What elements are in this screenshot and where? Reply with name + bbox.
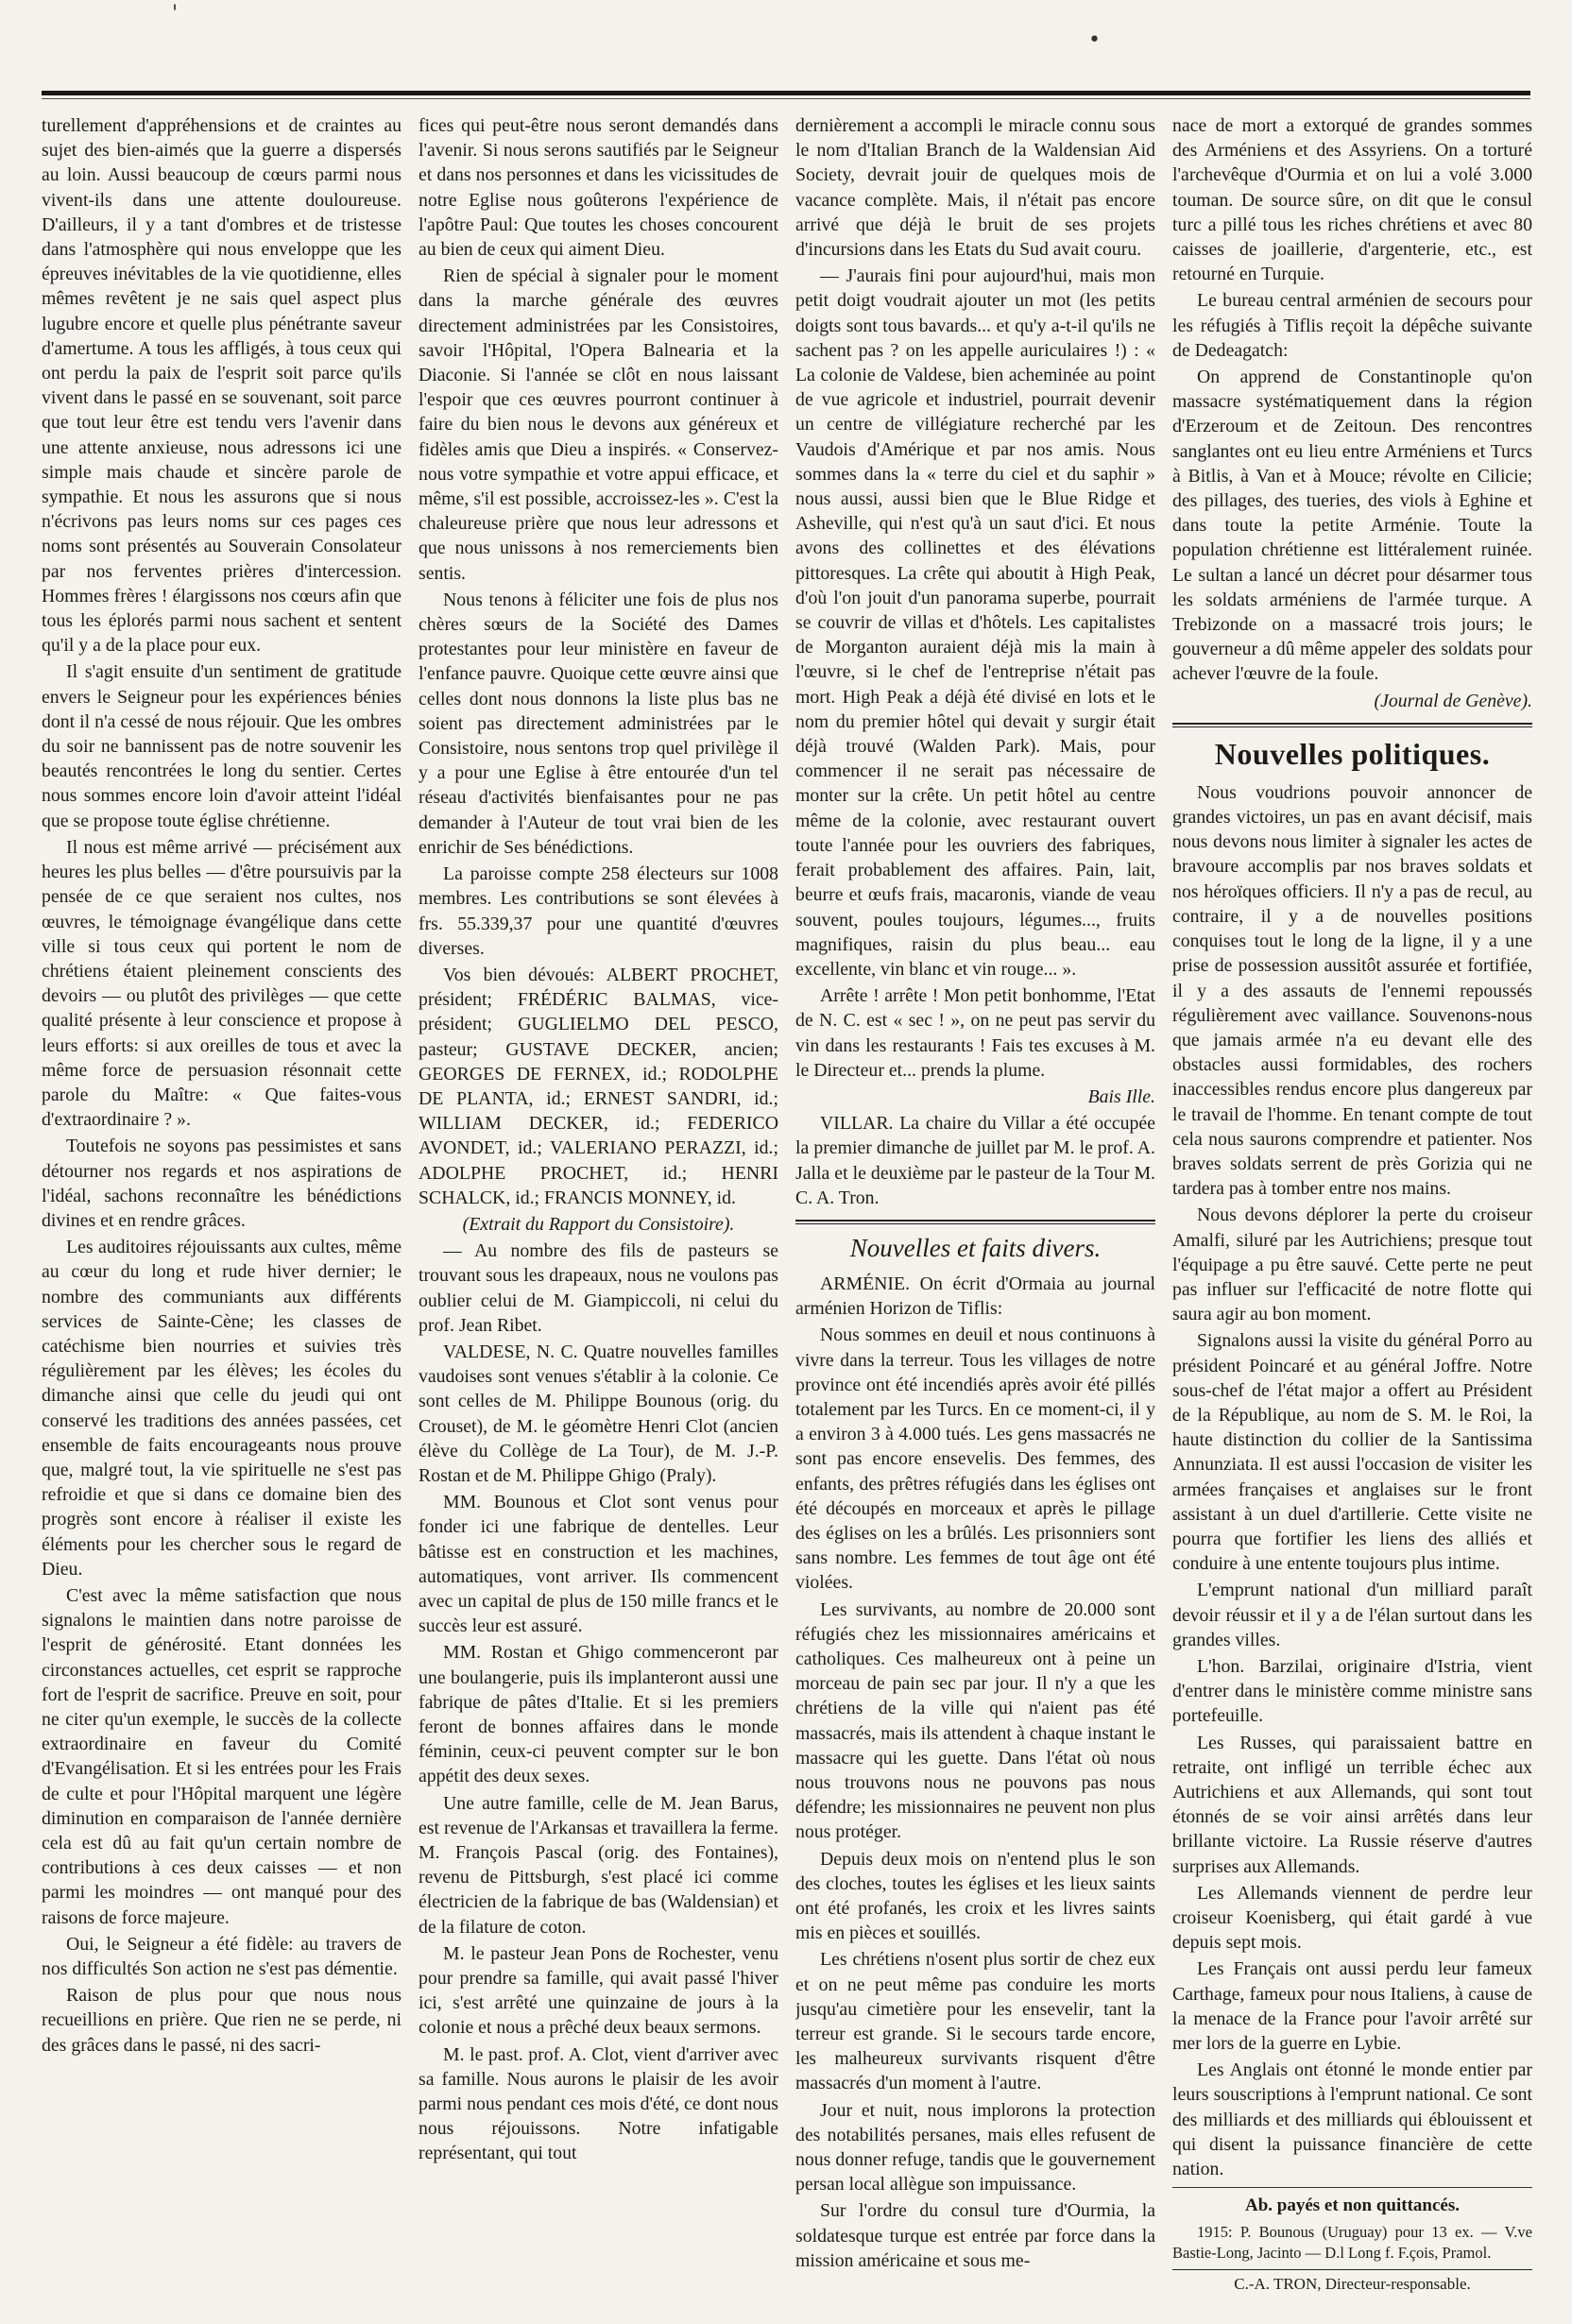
paragraph: Les Français ont aussi perdu leur fameux Carthage, fameux pour nous Italiens, à cause de la menace de la France pour l'avoir arrêté sur mer lors de la guerre en Lybie.	[1172, 1958, 1532, 2055]
source-note: (Journal de Genève).	[1374, 690, 1532, 711]
paragraph: turellement d'appréhensions et de craintes au sujet des bien-aimés que la guerre a dispersés au loin. Aussi beaucoup de cœurs parmi nous vivent-ils dans une attente douloureuse. D'ailleurs, il y a tant d'ombres et de tristesse dans l'atmosphère qui nous enveloppe que les épreuves inévitables de la vie quotidienne, elles mêmes revêtent je ne sais quel aspect plus lugubre encore et quelle plus pénétrante saveur d'amertume. A tous les affligés, à tous ceux qui ont perdu la paix de l'esprit soit parce qu'ils vivent dans le passé en se souvenant, soit parce que tout leur être est tendu vers l'avenir dans une attente anxieuse, nous adressons ici une simple mais chaude et sincère parole de sympathie. Et nous les assurons que si nous n'écrivons pas leurs noms sur ces pages ces noms sont présentés au Souverain Consolateur par nos ferventes prières d'intercession. Hommes frères ! élargissons nos cœurs afin que tous les éplorés parmi nous sachent et sentent qu'il y a de la place pour eux.	[42, 115, 402, 657]
paragraph: Les Allemands viennent de perdre leur croiseur Koenisberg, qui était gardé à vue depuis sept mois.	[1172, 1882, 1532, 1954]
columns	[42, 113, 1534, 2296]
paragraph: Arrête ! arrête ! Mon petit bonhomme, l'Etat de N. C. est « sec ! », on ne peut pas servir du vin dans les restaurants ! Fais tes excuses à M. le Directeur et... prends la plume.	[795, 985, 1155, 1081]
paragraph: C'est avec la même satisfaction que nous signalons le maintien dans notre paroisse de l'esprit de générosité. Etant données les circonstances actuelles, cet esprit se rapproche fort de l'esprit de sacrifice. Preuve en soit, pour ne citer qu'un exemple, le succès de la collecte extraordinaire en faveur du Comité d'Evangélisation. Et si les entrées pour les Frais de culte et pour l'Hôpital marquent une légère diminution en comparaison de l'année dernière cela est dû au fait qu'un certain nombre de contributions à ces deux caisses — et non parmi les moindres — ont manqué pour des raisons de force majeure.	[42, 1584, 402, 1928]
section-heading-news: Nouvelles et faits divers.	[849, 1233, 1102, 1262]
paragraph: — J'aurais fini pour aujourd'hui, mais mon petit doigt voudrait ajouter un mot (les petits doigts sont tous bavards... et qu'y a-t-il qu'ils ne sachent pas ? on les appelle auriculaires !) : « La colonie de Valdese, bien acheminée au point de vue agricole et industriel, pourrait devenir un centre de villégiature recherché par les Vaudois d'Amérique et par nos amis. Nous sommes dans la « terre du ciel et du saphir » nous aussi, aussi bien que le Blue Ridge et Asheville, qui n'est qu'à un saut d'ici. Et nous avons des collinettes et des élévations pittoresques. La crête qui aboutit à High Peak, d'où l'on jouit d'un panorama superbe, pourrait se couvrir de villas et d'hôtels. Les capitalistes de Morganton auraient déjà mis la main à l'œuvre, si le chef de l'entreprise n'était pas mort. High Peak a déjà été divisé en lots et le nom du premier hôtel qui devait y surgir était déjà trouvé (Walden Park). Mais, pour commencer il ne serait pas nécessaire de monter sur la crête. Un petit hôtel au centre même de la colonie, avec restaurant ouvert toute l'année pour les ouvriers des fabriques, ferait probablement des affaires. Pain, lait, beurre et œufs frais, macaronis, viande de veau souvent, poules toujours, légumes..., fruits magnifiques, raisin du plus beau... eau excellente, vin blanc et vin rouge... ».	[795, 265, 1155, 980]
paragraph: Rien de spécial à signaler pour le moment dans la marche générale des œuvres directement administrées par les Consistoires, savoir l'Hôpital, l'Opera Balnearia et la Diaconie. Si l'année se clôt en nous laissant l'espoir que ces œuvres pourront continuer à faire du bien nous le devons aux généreux et fidèles amis que Dieu a inspirés. « Conservez-nous votre sympathie et votre appui efficace, et même, s'il est possible, accroissez-les ». C'est la chaleureuse prière que nous leur adressons et que nous unissons à nos remerciements bien sentis.	[419, 265, 778, 584]
paragraph: ARMÉNIE. On écrit d'Ormaia au journal arménien Horizon de Tiflis:	[795, 1273, 1155, 1320]
column-4	[1172, 113, 1532, 2296]
paragraph: L'hon. Barzilai, originaire d'Istria, vient d'entrer dans le ministère comme ministre sans portefeuille.	[1172, 1655, 1532, 1727]
margin-mark: '	[172, 2, 179, 26]
paragraph: Il s'agit ensuite d'un sentiment de gratitude envers le Seigneur pour les expériences bénies dont il n'a cessé de nous réjouir. Que les ombres du soir ne bannissent pas de notre souvenir les beautés rencontrées le long du sentier. Certes nous sommes encore loin d'avoir atteint l'idéal que se propose toute église chrétienne.	[42, 661, 402, 831]
paragraph: Les Anglais ont étonné le monde entier par leurs souscriptions à l'emprunt national. Ce sont des milliards et des milliards qui éblouissent et qui disent la puissance financière de cette nation.	[1172, 2059, 1532, 2180]
paragraph: VILLAR. La chaire du Villar a été occupée la premier dimanche de juillet par M. le prof. A. Jalla et le deuxième par le pasteur de la Tour M. C. A. Tron.	[795, 1113, 1155, 1208]
section-separator	[1172, 723, 1532, 727]
director-line: C.-A. TRON, Directeur-responsable.	[1172, 2269, 1532, 2295]
paragraph: fices qui peut-être nous seront demandés dans l'avenir. Si nous serons sautifiés par le Seigneur et dans nos personnes et dans les vicissitudes de notre Eglise nous goûterons l'expérience de l'apôtre Paul: Que toutes les choses concourent au bien de ceux qui aiment Dieu.	[419, 115, 778, 261]
paragraph: Oui, le Seigneur a été fidèle: au travers de nos difficultés Son action ne s'est pas démentie.	[42, 1933, 402, 1980]
paragraph: Les Russes, qui paraissaient battre en retraite, ont infligé un terrible échec aux Autrichiens et aux Allemands, qui sont tout étonnés de se voir ainsi arrêtés dans leur brillante victoire. La Russie réserve d'autres surprises aux Allemands.	[1172, 1732, 1532, 1877]
paragraph: Il nous est même arrivé — précisément aux heures les plus belles — d'être poursuivis par la pensée de ce que seraient nos cultes, nos œuvres, le témoignage évangélique dans cette ville si tous ceux qui portent le nom de chrétiens étaient pleinement conscients des devoirs — ou plutôt des privilèges — que cette qualité présente à leur conscience et propose à leurs efforts: si aux oreilles de tous et avec la même force de persuasion résonnait cette parole du Maître: « Que faites-vous d'extraordinaire ? ».	[42, 836, 402, 1131]
signature: Bais Ille.	[1087, 1085, 1155, 1107]
paragraph: Sur l'ordre du consul ture d'Ourmia, la soldatesque turque est entrée par force dans la mission américaine et sous me-	[795, 2200, 1155, 2271]
top-rule-thin	[42, 98, 1530, 99]
paragraph: Nous voudrions pouvoir annoncer de grandes victoires, un pas en avant décisif, mais nous devons nous limiter à signaler les actes de bravoure accomplis par nos braves soldats et nos héroïques officiers. Il n'y a pas de recul, au contraire, il y a de nouvelles positions conquises tout le long de la ligne, il y a une prise de possession aussitôt assurée et fortifiée, il y a des assauts de l'ennemi repoussés régulièrement avec vaillance. Souvenons-nous que jamais armée n'a eu devant elle des obstacles aussi formidables, des rochers inaccessibles rendus encore plus dangereux par le travail de l'homme. En tenant compte de tout cela nous saurons comprendre et patienter. Nos braves soldats serrent de près Gorizia qui ne tardera pas à tomber entre nos mains.	[1172, 781, 1532, 1200]
margin-mark: •	[1088, 28, 1101, 52]
paragraph: Nous sommes en deuil et nous continuons à vivre dans la terreur. Tous les villages de notre province ont été incendiés après avoir été pillés totalement par les Turcs. En ce moment-ci, il y a environ 3 à 4.000 tués. Les gens massacrés ne sont pas encore ensevelis. Des femmes, des enfants, des prêtres réfugiés dans les églises ont été découpés en morceaux et après le pillage des églises on les a brûlés. Les prisonniers sont sans nombre. Les femmes de tout âge ont été violées.	[795, 1324, 1155, 1594]
paragraph: nace de mort a extorqué de grandes sommes des Arméniens et des Assyriens. On a torturé l'archevêque d'Ourmia et on lui a volé 3.000 touman. De source sûre, on dit que le consul turc a pillé tous les riches chrétiens et avec 80 caisses de joaillerie, d'argenterie, etc., est retourné en Turquie.	[1172, 115, 1532, 285]
paragraph: — Au nombre des fils de pasteurs se trouvant sous les drapeaux, nous ne voulons pas oublier celui de M. Giampiccoli, ni celui du prof. Jean Ribet.	[419, 1240, 778, 1336]
paragraph: L'emprunt national d'un milliard paraît devoir réussir et il y a de l'élan surtout dans les grandes villes.	[1172, 1580, 1532, 1650]
column-2	[419, 113, 778, 2296]
paragraph: Signalons aussi la visite du général Porro au président Poincaré et au général Joffre. Notre sous-chef de l'état major a offert au Président de la République, au nom de S. M. le Roi, la haute distinction du collier de la Santissima Annunziata. Il est aussi l'occasion de visiter les armées françaises et anglaises sur le front assistant à un duel d'artillerie. Cette visite ne pourra que fortifier les liens des alliés et conduire à une entente toujours plus intime.	[1172, 1330, 1532, 1575]
column-3	[795, 113, 1155, 2296]
paragraph: Les survivants, au nombre de 20.000 sont réfugiés chez les missionnaires américains et catholiques. Ces malheureux ont à peine un morceau de pain sec par jour. Il n'y a que les chrétiens de la ville qui n'aient pas été massacrés, mais ils attendent à chaque instant le massacre qui les guette. Dans l'état où nous nous trouvons nous ne pouvons pas nous défendre; les missionnaires ne peuvent non plus nous protéger.	[795, 1598, 1155, 1843]
signatories: Vos bien dévoués: ALBERT PROCHET, président; FRÉDÉRIC BALMAS, vice-président; GUGLIELMO DEL PESCO, pasteur; GUSTAVE DECKER, ancien; GEORGES DE FERNEX, id.; RODOLPHE DE PLANTA, id.; ERNEST SANDRI, id.; WILLIAM DECKER, id.; FEDERICO AVONDET, id.; VALERIANO PERAZZI, id.; ADOLPHE PROCHET, id.; HENRI SCHALCK, id.; FRANCIS MONNEY, id.	[419, 964, 778, 1208]
paragraph: Raison de plus pour que nous nous recueillions en prière. Que rien ne se perde, ni des grâces dans le passé, ni des sacri-	[42, 1985, 402, 2056]
column-1	[42, 113, 402, 2296]
divider	[1172, 2187, 1532, 2188]
paragraph: Jour et nuit, nous implorons la protection des notabilités persanes, mais elles refusent de nous donner refuge, tandis que le gouvernement persan local allègue son impuissance.	[795, 2099, 1155, 2196]
section-separator	[795, 1220, 1155, 1224]
paragraph: Une autre famille, celle de M. Jean Barus, est revenue de l'Arkansas et travaillera la ferme. M. François Pascal (orig. des Fontaines), revenu de Pittsburgh, s'est placé ici comme électricien de la fabrique de bas (Waldensian) et de la filature de coton.	[419, 1792, 778, 1938]
paragraph: MM. Bounous et Clot sont venus pour fonder ici une fabrique de dentelles. Leur bâtisse est en construction et les machines, automatiques, vont arriver. Ils commencent avec un capital de plus de 150 mille francs et le succès leur est assuré.	[419, 1492, 778, 1637]
subscriptions-heading: Ab. payés et non quittancés.	[1245, 2196, 1460, 2216]
paragraph: Toutefois ne soyons pas pessimistes et sans détourner nos regards et nos aspirations de l'idéal, sachons reconnaître les bénédictions divines et en rendre grâces.	[42, 1136, 402, 1231]
paragraph: La paroisse compte 258 électeurs sur 1008 membres. Les contributions se sont élevées à frs. 55.339,37 pour une quantité d'œuvres diverses.	[419, 863, 778, 959]
paragraph: Depuis deux mois on n'entend plus le son des cloches, toutes les églises et les lieux saints ont été profanés, les croix et les livres saints mis en pièces et souillés.	[795, 1848, 1155, 1944]
paragraph: Nous tenons à féliciter une fois de plus nos chères sœurs de la Société des Dames protestantes pour leur ministère en faveur de l'enfance pauvre. Quoique cette œuvre ainsi que celles dont nous donnons la liste plus bas ne soient pas directement administrées par le Consistoire, nous sentons trop quel privilège il y a pour une Eglise à être entourée d'un tel réseau d'activités bienfaisantes pour ne pas demander à l'Auteur de tout vrai bien de les enrichir de Ses bénédictions.	[419, 589, 778, 858]
paragraph: Nous devons déplorer la perte du croiseur Amalfi, siluré par les Autrichiens; presque tout l'équipage a pu être sauvé. Cette perte ne peut pas influer sur l'efficacité de notre flotte qui saura agir au bon moment.	[1172, 1205, 1532, 1325]
subscriptions-text: 1915: P. Bounous (Uruguay) pour 13 ex. — V.ve Bastie-Long, Jacinto — D.l Long f. F.çois, Pramol.	[1172, 2223, 1532, 2263]
paragraph: M. le pasteur Jean Pons de Rochester, venu pour prendre sa famille, qui avait passé l'hiver ici, s'est arrêté une quinzaine de jours à la colonie et nous a prêché deux beaux sermons.	[419, 1942, 778, 2039]
source-note: (Extrait du Rapport du Consistoire).	[462, 1213, 735, 1235]
paragraph: MM. Rostan et Ghigo commenceront par une boulangerie, puis ils implanteront aussi une fabrique de pâtes d'Italie. Et si les premiers feront de bonnes affaires dans le monde féminin, ceux-ci peuvent compter sur le bon appétit des deux sexes.	[419, 1642, 778, 1787]
paragraph: Les chrétiens n'osent plus sortir de chez eux et on ne peut même pas conduire les morts jusqu'au cimetière pour les ensevelir, tant la terreur est grande. Si le secours tarde encore, les malheureux survivants risquent d'être massacrés d'un moment à l'autre.	[795, 1949, 1155, 2094]
paragraph: M. le past. prof. A. Clot, vient d'arriver avec sa famille. Nous aurons le plaisir de les avoir parmi nous pendant ces mois d'été, ce dont nous nous réjouissons. Notre infatigable représentant, qui tout	[419, 2043, 778, 2164]
top-rule	[42, 91, 1530, 95]
section-heading-politics: Nouvelles politiques.	[1214, 736, 1491, 771]
paragraph: On apprend de Constantinople qu'on massacre systématiquement dans la région d'Erzeroum et de Zeitoun. Des rencontres sanglantes ont eu lieu entre Arméniens et Turcs à Bitlis, à Van et à Mouce; révolte en Cilicie; des pillages, des tueries, des viols à Eghine et dans toute la petite Arménie. Toute la population chrétienne est littéralement ruinée. Le sultan a lancé un décret pour désarmer tous les soldats arméniens de l'armée turque. A Trebizonde on a massacré trois jours; le gouverneur a dû même appeler des soldats pour achever l'œuvre de la foule.	[1172, 367, 1532, 685]
paragraph: VALDESE, N. C. Quatre nouvelles familles vaudoises sont venues s'établir à la colonie. Ce sont celles de M. Philippe Bounous (orig. du Crouset), de M. le géomètre Henri Clot (ancien élève du Collège de La Tour), de M. J.-P. Rostan et de M. Philippe Ghigo (Praly).	[419, 1341, 778, 1486]
paragraph: Les auditoires réjouissants aux cultes, même au cœur du long et rude hiver dernier; le nombre des communiants aux différents services de Sainte-Cène; les classes de catéchisme bien nourries et suivies très régulièrement par les élèves; les écoles du dimanche ainsi que celle du jeudi qui ont conservé les traditions des années passées, cet ensemble de faits encourageants nous prouve que, malgré tout, la vie spirituelle ne s'est pas refroidie et que si dans ce domaine bien des progrès sont encore à réaliser il existe les éléments pour les chercher sous le regard de Dieu.	[42, 1237, 402, 1580]
paragraph: dernièrement a accompli le miracle connu sous le nom d'Italian Branch de la Waldensian Aid Society, devrait jouir de quelques mois de vacance complète. Mais, il n'était pas encore arrivé que déjà le bruit de ses projets d'incursions dans les Etats du Sud avait couru.	[795, 115, 1155, 261]
paragraph: Le bureau central arménien de secours pour les réfugiés à Tiflis reçoit la dépêche suivante de Dedeagatch:	[1172, 290, 1532, 361]
